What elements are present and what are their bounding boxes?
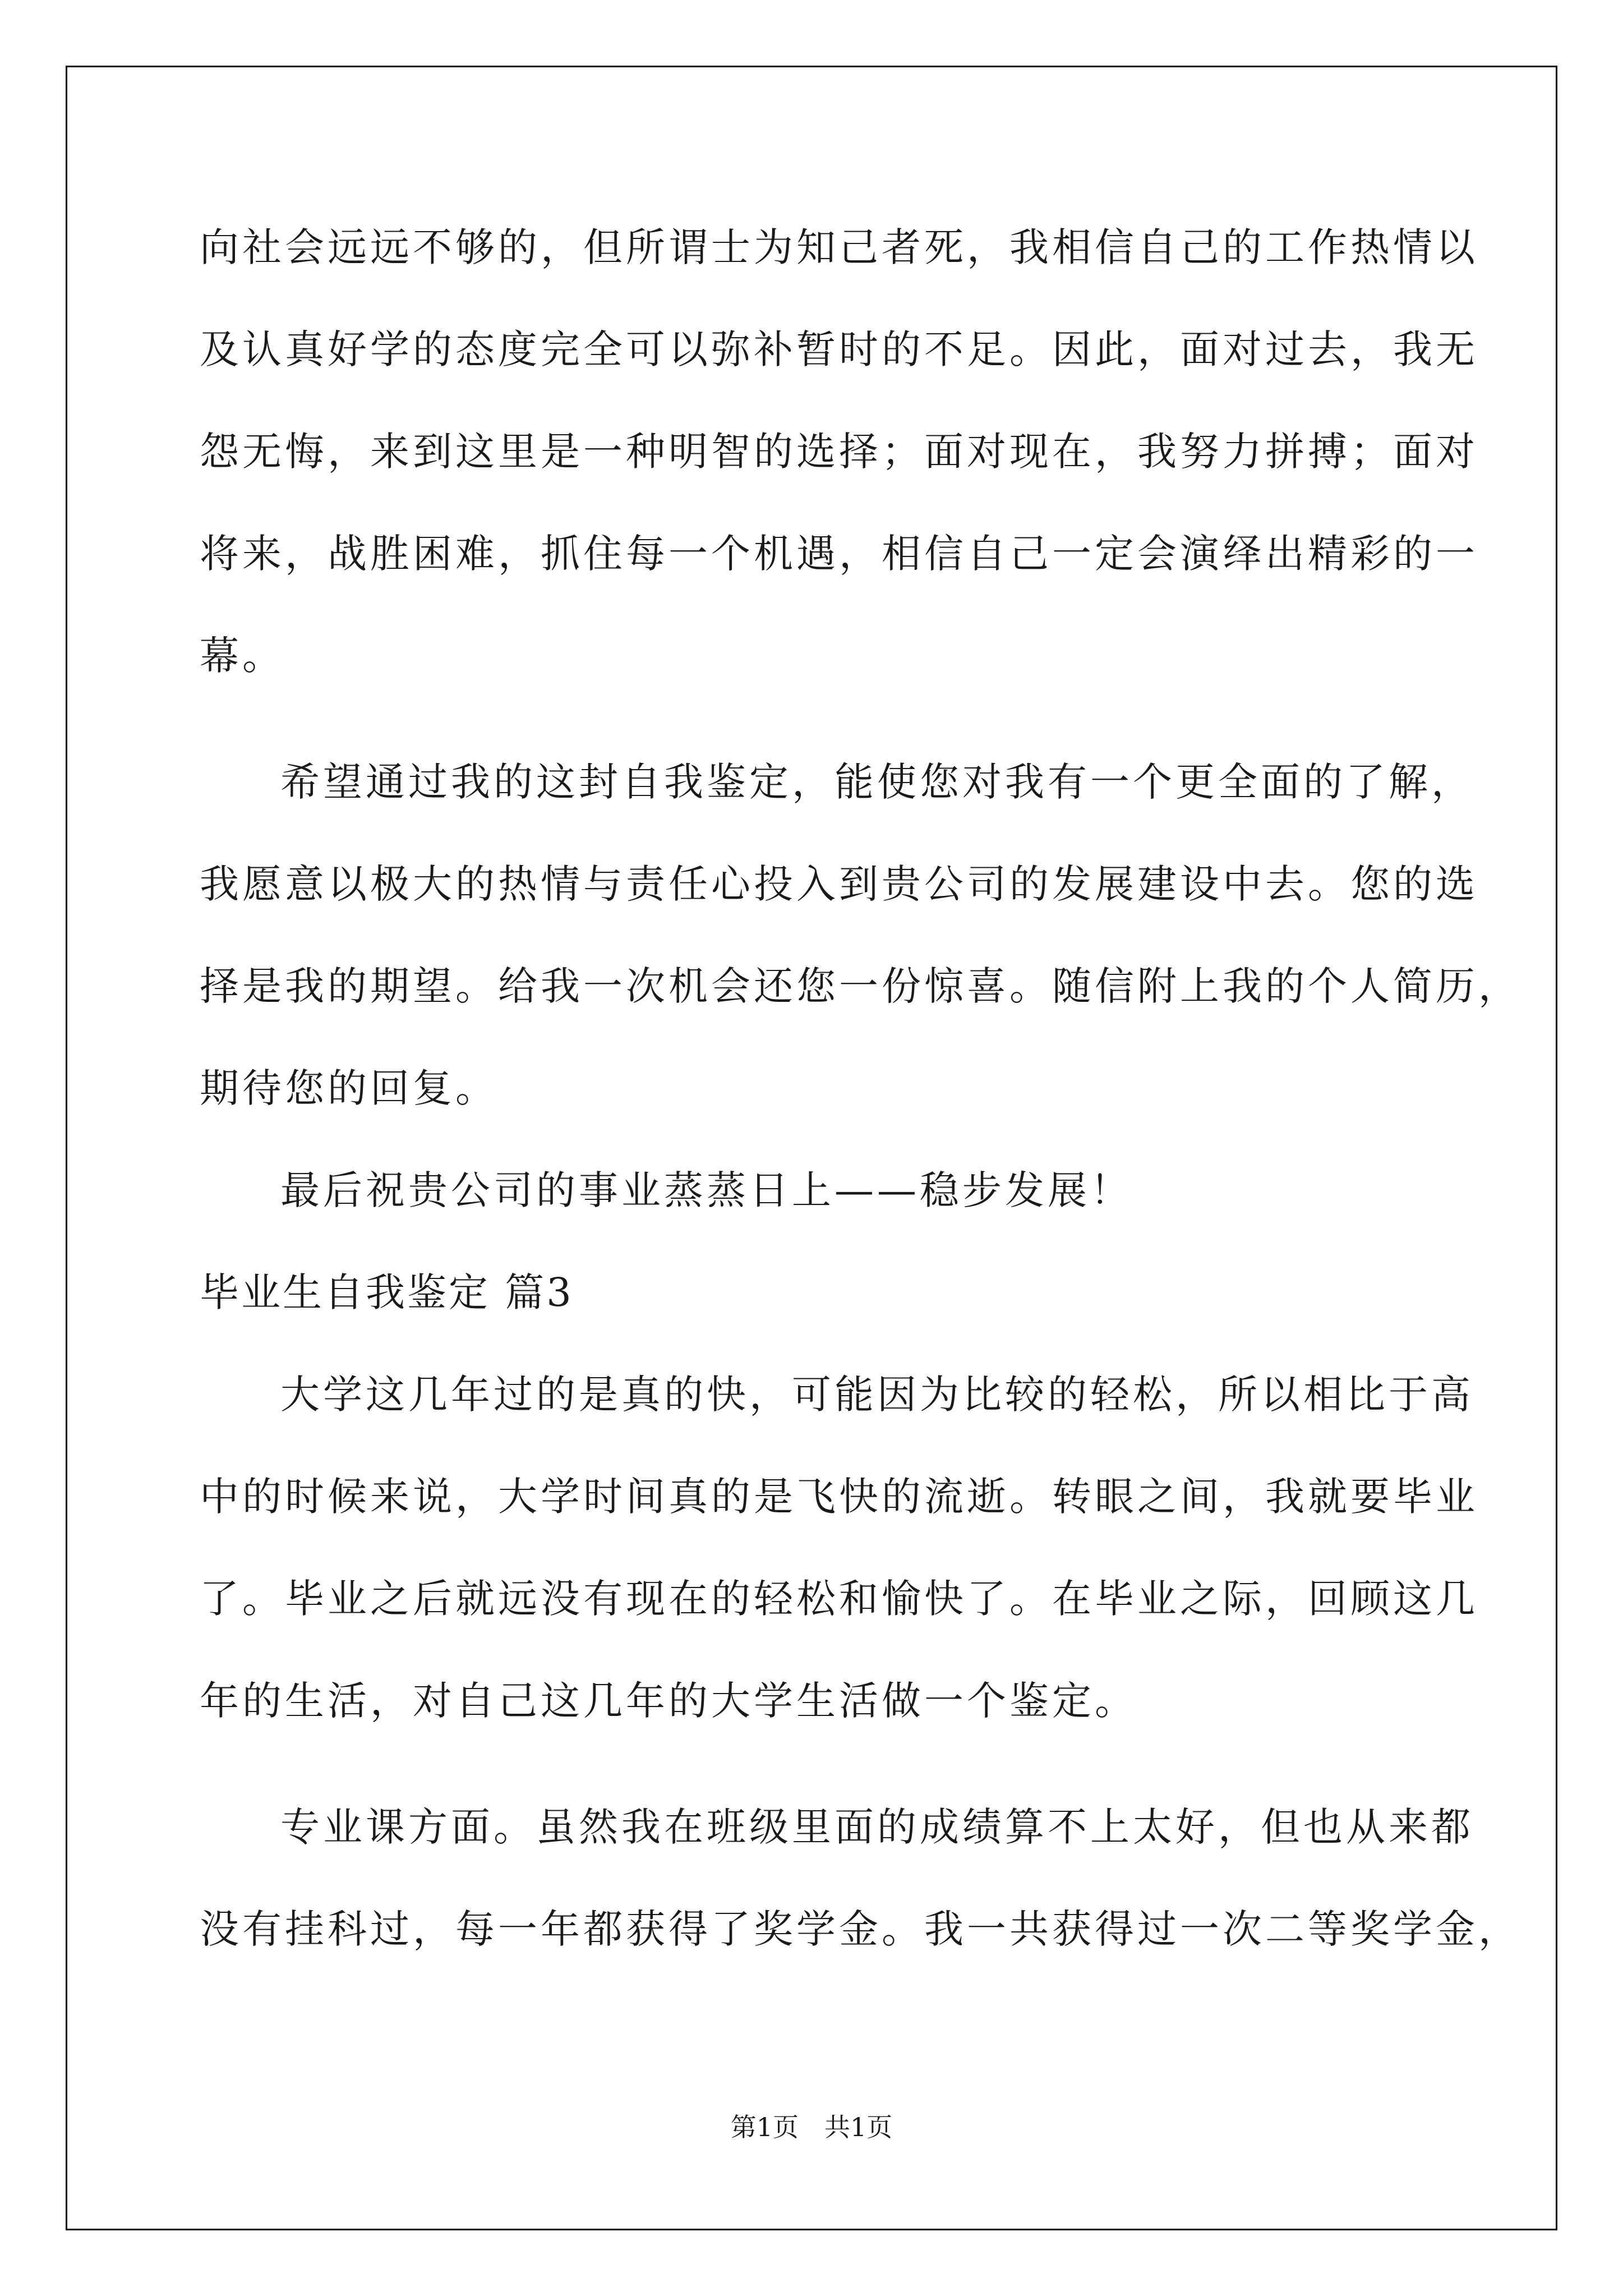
text-line: 择是我的期望。给我一次机会还您一份惊喜。随信附上我的个人简历， xyxy=(200,963,1521,1009)
text-line: 了。毕业之后就远没有现在的轻松和愉快了。在毕业之际，回顾这几 xyxy=(200,1576,1478,1622)
text-line: 没有挂科过，每一年都获得了奖学金。我一共获得过一次二等奖学金， xyxy=(200,1906,1521,1952)
text-line: 幕。 xyxy=(200,633,285,679)
text-line: 期待您的回复。 xyxy=(200,1065,498,1111)
paragraph-start: 大学这几年过的是真的快，可能因为比较的轻松，所以相比于高 xyxy=(280,1372,1474,1418)
section-heading: 毕业生自我鉴定 篇3 xyxy=(200,1269,574,1315)
text-line: 将来，战胜困难，抓住每一个机遇，相信自己一定会演绎出精彩的一 xyxy=(200,531,1478,577)
text-line: 我愿意以极大的热情与责任心投入到贵公司的发展建设中去。您的选 xyxy=(200,861,1478,907)
page-number-footer: 第1页 共1页 xyxy=(730,2112,893,2142)
text-line: 及认真好学的态度完全可以弥补暂时的不足。因此，面对过去，我无 xyxy=(200,326,1478,372)
text-line: 中的时候来说，大学时间真的是飞快的流逝。转眼之间，我就要毕业 xyxy=(200,1474,1478,1520)
paragraph-start: 专业课方面。虽然我在班级里面的成绩算不上太好，但也从来都 xyxy=(280,1804,1474,1850)
paragraph-start: 希望通过我的这封自我鉴定，能使您对我有一个更全面的了解， xyxy=(280,759,1474,805)
text-line: 向社会远远不够的，但所谓士为知己者死，我相信自己的工作热情以 xyxy=(200,224,1478,270)
text-line: 年的生活，对自己这几年的大学生活做一个鉴定。 xyxy=(200,1678,1137,1724)
paragraph-start: 最后祝贵公司的事业蒸蒸日上——稳步发展！ xyxy=(280,1167,1133,1213)
text-line: 怨无悔，来到这里是一种明智的选择；面对现在，我努力拼搏；面对 xyxy=(200,429,1478,475)
